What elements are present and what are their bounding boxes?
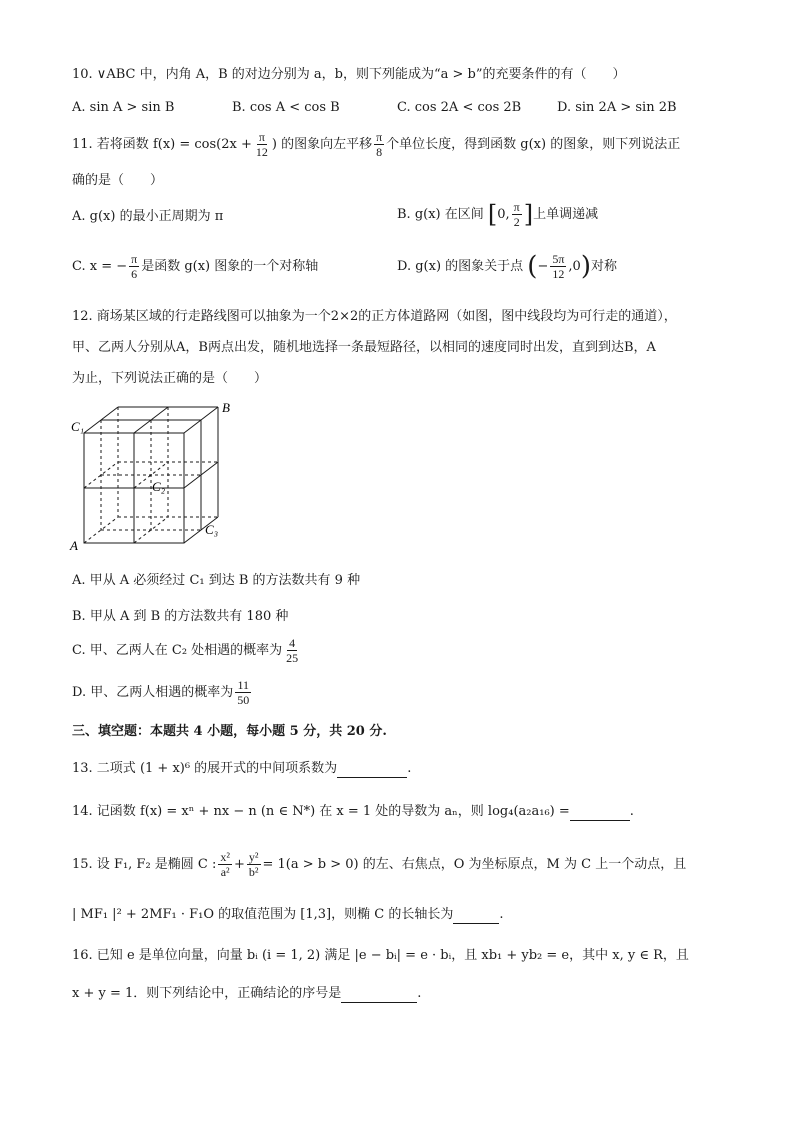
question-14: 14. 记函数 f(x) = xⁿ + nx − n (n ∈ N*) 在 x = 1 处的导数为 aₙ，则 log₄(a₂a₁₆) = .: [72, 804, 634, 819]
question-11-option-a: A. g(x) 的最小正周期为 π: [72, 209, 224, 224]
label-point-b: B: [222, 400, 230, 415]
question-12-option-c: C. 甲、乙两人在 C₂ 处相遇的概率为 $\frac{4}{25}$: [72, 636, 299, 665]
label-point-a: A: [70, 538, 78, 553]
question-12-option-d: D. 甲、乙两人相遇的概率为 $\frac{11}{50}$: [72, 678, 250, 707]
question-11-stem-line2: 确的是（ ）: [72, 173, 164, 188]
question-15-line2: | MF₁ |² + 2MF₁ · F₁O 的取值范围为 [1,3]，则椭 C 的长轴长为 .: [72, 907, 504, 922]
question-10-stem: 10. ∨ABC 中，内角 A，B 的对边分别为 a，b，则下列能成为“a > b”的充要条件的有（ ）: [72, 67, 626, 82]
question-16-line1: 16. 已知 e 是单位向量，向量 bᵢ (i = 1, 2) 满足 |e − bᵢ| = e · bᵢ，且 xb₁ + yb₂ = e，其中 x, y ∈ R，且: [72, 948, 689, 963]
question-10-option-a: A. sin A > sin B: [72, 100, 175, 115]
label-point-c1: C₁: [71, 419, 85, 434]
question-10-option-c: C. cos 2A < cos 2B: [397, 100, 522, 115]
fraction-pi-8: $\frac{\pi}{8}$: [376, 130, 383, 159]
question-15-line1: 15. 设 F₁, F₂ 是椭圆 C : $\frac{\text{x²}}{\text{a²}}$ + $\frac{\text{y²}}{\text{b²}}$ = 1(a > b > 0) 的左、右焦点，O 为坐标原点，M 为 C 上一个动点，且: [72, 850, 687, 879]
question-10-option-d: D. sin 2A > sin 2B: [557, 100, 677, 115]
question-12-stem-line3: 为止，下列说法正确的是（ ）: [72, 371, 268, 386]
section-3-heading: 三、填空题：本题共 4 小题，每小题 5 分，共 20 分.: [72, 724, 387, 739]
cube-road-network-diagram: [68, 398, 238, 556]
question-11-option-d: D. g(x) 的图象关于点 (− $\frac{5\pi}{12}$ ,0)对称: [397, 251, 617, 282]
label-point-c2: C₂: [152, 479, 166, 494]
answer-blank-14: [570, 806, 630, 821]
question-10-option-b: B. cos A < cos B: [232, 100, 340, 115]
question-12-stem-line1: 12. 商场某区域的行走路线图可以抽象为一个2×2的正方体道路网（如图，图中线段均为可行走的通道），: [72, 309, 677, 324]
question-12-option-a: A. 甲从 A 必须经过 C₁ 到达 B 的方法数共有 9 种: [72, 573, 361, 588]
fraction-pi-12: $\frac{\pi}{12}$: [255, 130, 268, 159]
question-12-stem-line2: 甲、乙两人分别从A，B两点出发，随机地选择一条最短路径，以相同的速度同时出发，直到到达B，A: [72, 340, 656, 355]
question-11-option-c: C. x = − $\frac{\pi}{6}$ 是函数 g(x) 图象的一个对称轴: [72, 252, 319, 281]
question-12-option-b: B. 甲从 A 到 B 的方法数共有 180 种: [72, 609, 289, 624]
question-11-stem: 11. 若将函数 f(x) = cos(2x + $\frac{\pi}{12}$ ) 的图象向左平移 $\frac{\pi}{8}$ 个单位长度，得到函数 g(x) 的图象，则下列说法正: [72, 130, 681, 159]
question-16-line2: x + y = 1．则下列结论中，正确结论的序号是 .: [72, 986, 422, 1001]
answer-blank-16: [341, 988, 417, 1003]
label-point-c3: C₃: [205, 522, 219, 537]
question-13: 13. 二项式 (1 + x)⁶ 的展开式的中间项系数为 .: [72, 761, 412, 776]
answer-blank-13: [337, 763, 407, 778]
question-11-option-b: B. g(x) 在区间 [0, $\frac{\pi}{2}$ ]上单调递减: [397, 200, 599, 229]
answer-blank-15: [453, 909, 499, 924]
